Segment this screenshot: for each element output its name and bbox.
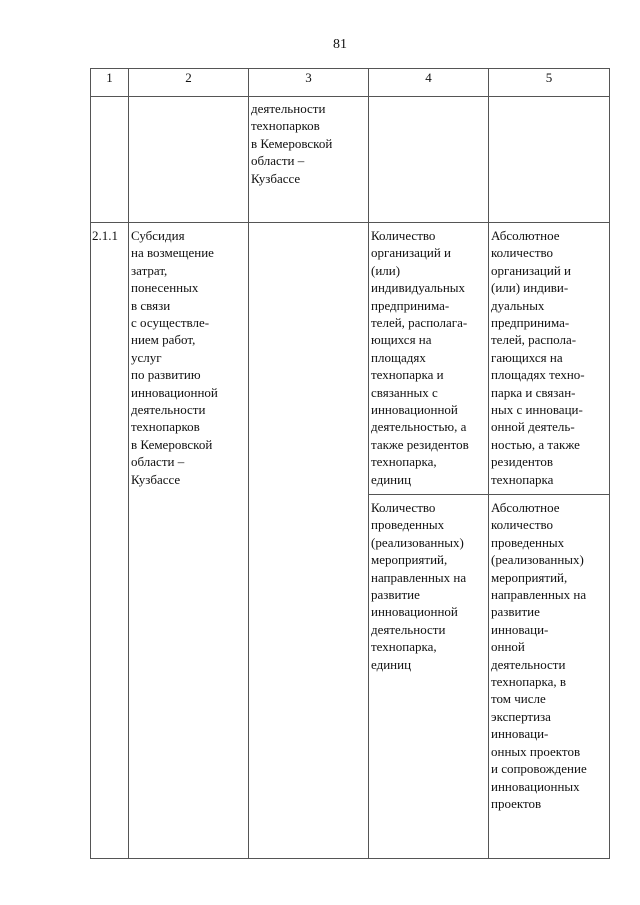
header-col-2: 2 — [129, 69, 249, 97]
indicator-description: Абсолютное количество организаций и (или) индиви- дуальных предпринима- телей, распола- гающихся на площадях техно- парка и связан- ных с инноваци- онной деятель- ностью, а также резидентов технопарка — [491, 228, 585, 487]
cell-measure — [129, 223, 249, 859]
header-col-5: 5 — [489, 69, 610, 97]
table-row — [91, 223, 610, 495]
cell-text: деятельности технопарков в Кемеровской области – Кузбассе — [251, 101, 333, 186]
cell-row-number — [91, 223, 129, 859]
indicator-name: Количество проведенных (реализованных) мероприятий, направленных на развитие инновационной деятельности технопарка, единиц — [371, 500, 467, 672]
cell-indicator-2-name — [369, 495, 489, 859]
indicators-table — [90, 68, 610, 859]
measure-text: Субсидия на возмещение затрат, понесенных в связи с осуществле- нием работ, услуг по развитию инновационной деятельности технопарков в Кемеровской области – Кузбассе — [131, 228, 218, 487]
table-header-row — [91, 69, 610, 97]
header-col-3: 3 — [249, 69, 369, 97]
cell-continued-col3 — [249, 97, 369, 223]
cell-indicator-1-name — [369, 223, 489, 495]
cell-empty — [489, 97, 610, 223]
cell-indicator-2-description — [489, 495, 610, 859]
indicator-name: Количество организаций и (или) индивидуальных предпринима- телей, располага- ющихся на площадях технопарка и связанных с инновационной деятельностью, а также резидентов технопарка, единиц — [371, 228, 469, 487]
page-number: 81 — [333, 37, 347, 52]
header-col-1: 1 — [91, 69, 129, 97]
cell-indicator-1-description — [489, 223, 610, 495]
cell-empty — [91, 97, 129, 223]
cell-empty — [369, 97, 489, 223]
table-row-continued — [91, 97, 610, 223]
cell-col3 — [249, 223, 369, 859]
cell-empty — [129, 97, 249, 223]
indicator-description: Абсолютное количество проведенных (реализованных) мероприятий, направленных на развитие инноваци- онной деятельности технопарка, в том числе экспертиза инноваци- онных проектов и сопровождение инновационных проектов — [491, 500, 587, 811]
row-number: 2.1.1 — [92, 228, 118, 243]
header-col-4: 4 — [369, 69, 489, 97]
